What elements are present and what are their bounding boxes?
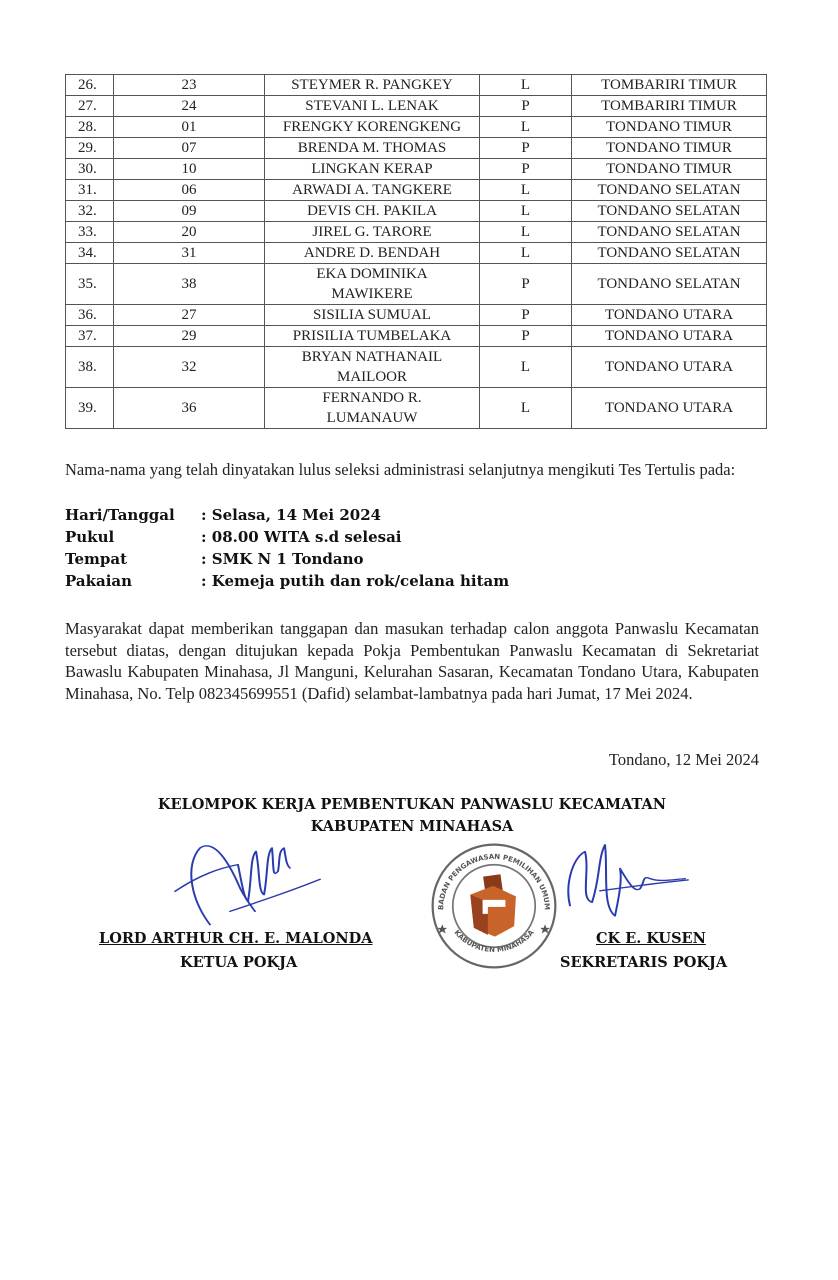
candidate-name-cell <box>265 243 480 264</box>
candidate-name-line: STEVANI L. LENAK <box>305 98 439 114</box>
gender-cell: P <box>480 305 572 326</box>
candidate-code-cell: 01 <box>114 117 265 138</box>
row-number-cell: 28. <box>66 117 114 138</box>
candidate-name-line: JIREL G. TARORE <box>312 224 432 240</box>
schedule-label: Hari/Tanggal <box>65 506 175 524</box>
candidate-code-cell: 10 <box>114 159 265 180</box>
place-date: Tondano, 12 Mei 2024 <box>608 750 759 769</box>
candidate-name-cell <box>265 159 480 180</box>
schedule-row-time <box>65 526 509 548</box>
row-number-cell: 33. <box>66 222 114 243</box>
district-cell: TONDANO SELATAN <box>572 222 767 243</box>
district-cell: TONDANO UTARA <box>572 347 767 388</box>
candidate-name-cell <box>265 305 480 326</box>
candidate-name-line: ARWADI A. TANGKERE <box>292 182 452 198</box>
gender-cell: P <box>480 159 572 180</box>
district-cell: TONDANO UTARA <box>572 326 767 347</box>
schedule-label: Pakaian <box>65 572 133 590</box>
stamp-top-text: BADAN PENGAWASAN PEMILIHAN UMUM <box>436 851 552 911</box>
left-signature <box>160 838 330 928</box>
candidate-code-cell: 20 <box>114 222 265 243</box>
candidate-name-line: STEYMER R. PANGKEY <box>291 77 453 93</box>
candidate-name-line: LINGKAN KERAP <box>311 161 433 177</box>
bawaslu-stamp <box>430 842 558 970</box>
candidate-code-cell: 07 <box>114 138 265 159</box>
row-number-cell: 29. <box>66 138 114 159</box>
gender-cell: L <box>480 243 572 264</box>
candidate-name-line: SISILIA SUMUAL <box>313 307 431 323</box>
feedback-paragraph: Masyarakat dapat memberikan tanggapan dan masukan terhadap calon anggota Panwaslu Kecamatan tersebut diatas, dengan ditujukan kepada Pokja Pembentukan Panwaslu Kecamatan di Sekretariat Bawaslu Kabupaten Minahasa, Jl Manguni, Kelurahan Sasaran, Kecamatan Tondano Utara, Kabupaten Minahasa, No. Telp 082345699551 (Dafid) selambat-lambatnya pada hari Jumat, 17 Mei 2024. <box>65 619 759 703</box>
candidate-name-cell <box>265 138 480 159</box>
committee-heading <box>0 794 838 838</box>
stamp-bottom-text: KABUPATEN MINAHASA <box>452 927 536 955</box>
candidate-name-line: FRENGKY KORENGKENG <box>282 119 462 135</box>
table-row <box>66 347 767 388</box>
candidate-table <box>65 74 767 429</box>
candidate-code-cell: 31 <box>114 243 265 264</box>
row-number-cell: 39. <box>66 388 114 429</box>
right-signatory-role: SEKRETARIS POKJA <box>560 954 728 971</box>
committee-line-2: KABUPATEN MINAHASA <box>310 818 514 835</box>
candidate-code-cell: 23 <box>114 75 265 96</box>
district-cell: TONDANO UTARA <box>572 305 767 326</box>
district-cell: TONDANO SELATAN <box>572 180 767 201</box>
gender-cell: P <box>480 264 572 305</box>
schedule-value: : Kemeja putih dan rok/celana hitam <box>201 572 510 590</box>
candidate-name-line: MAWIKERE <box>331 286 413 302</box>
schedule-row-attire <box>65 570 509 592</box>
row-number-cell: 37. <box>66 326 114 347</box>
committee-line-1: KELOMPOK KERJA PEMBENTUKAN PANWASLU KECAMATAN <box>157 796 667 813</box>
district-cell: TONDANO TIMUR <box>572 138 767 159</box>
district-cell: TOMBARIRI TIMUR <box>572 96 767 117</box>
row-number-cell: 36. <box>66 305 114 326</box>
district-cell: TONDANO SELATAN <box>572 201 767 222</box>
table-row <box>66 180 767 201</box>
right-signatory-name: CK E. KUSEN <box>596 930 706 947</box>
left-signatory-role: KETUA POKJA <box>180 954 298 971</box>
candidate-name-cell <box>265 326 480 347</box>
schedule-label: Tempat <box>65 550 127 568</box>
schedule-label: Pukul <box>65 528 115 546</box>
row-number-cell: 26. <box>66 75 114 96</box>
candidate-name-cell <box>265 264 480 305</box>
candidate-code-cell: 24 <box>114 96 265 117</box>
row-number-cell: 34. <box>66 243 114 264</box>
candidate-code-cell: 06 <box>114 180 265 201</box>
gender-cell: L <box>480 117 572 138</box>
schedule-value: : 08.00 WITA s.d selesai <box>201 528 402 546</box>
candidate-name-line: DEVIS CH. PAKILA <box>307 203 437 219</box>
test-schedule <box>65 504 509 592</box>
table-row <box>66 75 767 96</box>
gender-cell: L <box>480 75 572 96</box>
row-number-cell: 31. <box>66 180 114 201</box>
district-cell: TOMBARIRI TIMUR <box>572 75 767 96</box>
ballot-box-logo <box>470 874 516 936</box>
gender-cell: L <box>480 180 572 201</box>
candidate-name-line: BRYAN NATHANAIL <box>301 349 443 365</box>
schedule-value: : SMK N 1 Tondano <box>201 550 364 568</box>
row-number-cell: 30. <box>66 159 114 180</box>
schedule-row-place <box>65 548 509 570</box>
right-signature <box>560 838 700 926</box>
gender-cell: P <box>480 138 572 159</box>
table-row <box>66 117 767 138</box>
candidate-name-line: FERNANDO R. <box>322 390 422 406</box>
candidate-name-line: EKA DOMINIKA <box>316 266 428 282</box>
table-row <box>66 96 767 117</box>
table-row <box>66 388 767 429</box>
table-row <box>66 201 767 222</box>
candidate-name-line: ANDRE D. BENDAH <box>303 245 441 261</box>
candidate-name-cell <box>265 96 480 117</box>
schedule-value: : Selasa, 14 Mei 2024 <box>201 506 382 524</box>
district-cell: TONDANO TIMUR <box>572 159 767 180</box>
row-number-cell: 27. <box>66 96 114 117</box>
candidate-name-cell <box>265 117 480 138</box>
schedule-row-date <box>65 504 509 526</box>
gender-cell: L <box>480 388 572 429</box>
candidate-code-cell: 36 <box>114 388 265 429</box>
table-row <box>66 243 767 264</box>
intro-paragraph: Nama-nama yang telah dinyatakan lulus seleksi administrasi selanjutnya mengikuti Tes Tertulis pada: <box>65 460 736 479</box>
left-signatory-name: LORD ARTHUR CH. E. MALONDA <box>99 930 373 947</box>
table-row <box>66 138 767 159</box>
row-number-cell: 38. <box>66 347 114 388</box>
gender-cell: L <box>480 347 572 388</box>
table-row <box>66 159 767 180</box>
district-cell: TONDANO SELATAN <box>572 243 767 264</box>
candidate-name-cell <box>265 388 480 429</box>
candidate-name-line: MAILOOR <box>337 369 407 385</box>
candidate-name-cell <box>265 222 480 243</box>
row-number-cell: 32. <box>66 201 114 222</box>
candidate-code-cell: 29 <box>114 326 265 347</box>
candidate-code-cell: 09 <box>114 201 265 222</box>
candidate-name-cell <box>265 180 480 201</box>
district-cell: TONDANO UTARA <box>572 388 767 429</box>
table-row <box>66 305 767 326</box>
candidate-name-line: BRENDA M. THOMAS <box>297 140 447 156</box>
candidate-name-cell <box>265 75 480 96</box>
table-row <box>66 264 767 305</box>
gender-cell: L <box>480 201 572 222</box>
candidate-name-cell <box>265 347 480 388</box>
candidate-code-cell: 32 <box>114 347 265 388</box>
candidate-name-line: PRISILIA TUMBELAKA <box>292 328 452 344</box>
district-cell: TONDANO TIMUR <box>572 117 767 138</box>
district-cell: TONDANO SELATAN <box>572 264 767 305</box>
candidate-name-line: LUMANAUW <box>326 410 418 426</box>
table-row <box>66 222 767 243</box>
candidate-code-cell: 38 <box>114 264 265 305</box>
gender-cell: P <box>480 326 572 347</box>
candidate-code-cell: 27 <box>114 305 265 326</box>
row-number-cell: 35. <box>66 264 114 305</box>
gender-cell: P <box>480 96 572 117</box>
candidate-name-cell <box>265 201 480 222</box>
table-row <box>66 326 767 347</box>
gender-cell: L <box>480 222 572 243</box>
